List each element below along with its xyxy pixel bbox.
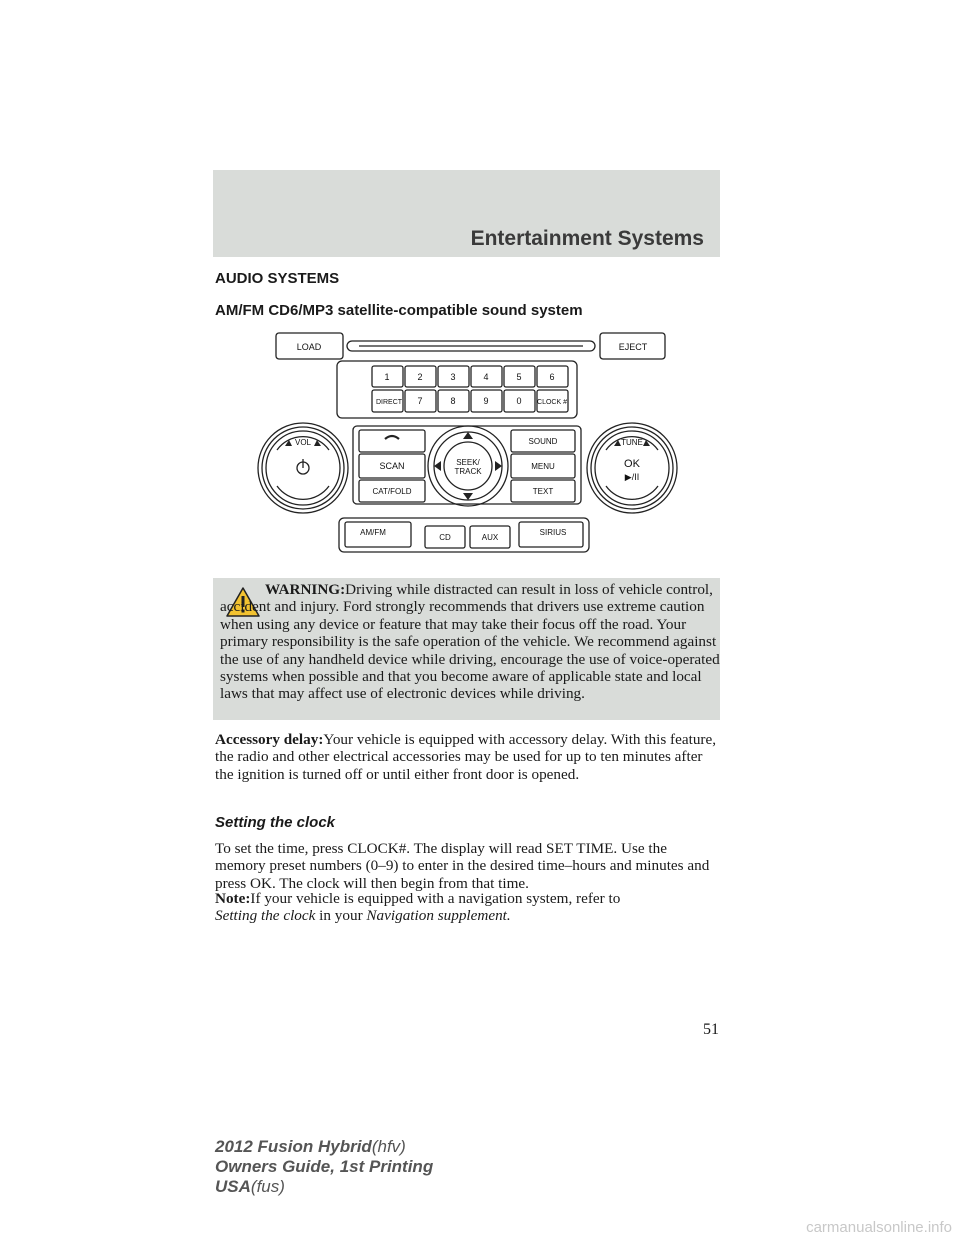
play-pause-label: ▶/II [624,472,640,482]
vol-label: VOL [294,438,312,447]
footer-model: 2012 Fusion Hybrid [215,1137,372,1156]
eject-label: EJECT [618,342,648,352]
load-label: LOAD [296,342,322,352]
sirius-label: SIRIUS [539,528,567,537]
catfold-label: CAT/FOLD [372,487,412,496]
preset-4: 4 [483,372,489,382]
radio-faceplate-illustration [255,328,685,558]
preset-5: 5 [516,372,522,382]
preset-8: 8 [450,396,456,406]
footer-guide: Owners Guide, 1st Printing [215,1157,434,1176]
direct-label: DIRECT [375,399,403,406]
preset-0: 0 [516,396,522,406]
accessory-label: Accessory delay: [215,731,324,748]
clock-heading: Setting the clock [215,814,336,831]
aux-label: AUX [481,533,499,542]
note-paragraph [215,890,720,925]
note-text-2: in your [319,907,363,925]
footer [215,1137,433,1197]
watermark: carmanualsonline.info [806,1219,952,1236]
header-band [213,170,720,257]
preset-7: 7 [417,396,423,406]
phone-icon [385,436,399,439]
warning-body: Driving while distracted can result in loss of vehicle control, accident and injury. Ford strongly recommends that drivers use extreme caution when using any device or feature that may take their focus off the road. Your primary responsibility is the safe operation of the vehicle. We recommend against the use of any handheld device while driving, encourage the use of voice-operated systems when possible and that you become aware of applicable state and local laws that may affect use of electronic devices while driving. [220,581,720,703]
preset-2: 2 [417,372,423,382]
scan-label: SCAN [379,461,405,471]
radio-faceplate-svg [255,328,685,558]
preset-1: 1 [384,372,390,382]
footer-model-code: (hfv) [371,1137,406,1156]
preset-6: 6 [549,372,555,382]
volume-knob [258,423,348,513]
tune-label: TUNE [621,438,643,447]
page-number: 51 [703,1021,719,1038]
footer-market: USA [215,1177,251,1196]
note-label: Note: [215,890,251,907]
seek-label-1: SEEK/ [456,458,480,467]
menu-label: MENU [531,462,555,471]
header-title: Entertainment Systems [470,227,704,250]
accessory-body: Your vehicle is equipped with accessory delay. With this feature, the radio and other electrical accessories may be used for up to ten minutes after the ignition is turned off or until either front door is opened. [215,731,717,783]
footer-market-code: (fus) [250,1177,285,1196]
preset-9: 9 [483,396,489,406]
note-ref-1: Setting the clock [215,907,316,925]
note-text-1: If your vehicle is equipped with a navigation system, refer to [250,890,621,907]
sound-label: SOUND [528,437,558,446]
preset-3: 3 [450,372,456,382]
warning-label: WARNING: [265,581,346,598]
cd-label: CD [439,533,451,542]
section-subtitle: AM/FM CD6/MP3 satellite-compatible sound system [215,302,583,319]
warning-text [220,581,720,703]
seek-label-2: TRACK [454,467,482,476]
note-ref-2: Navigation supplement. [366,907,511,925]
clock-label: CLOCK # [537,399,567,406]
ok-label: OK [624,458,640,470]
accessory-paragraph [215,731,720,783]
text-label: TEXT [532,487,554,496]
amfm-label: AM/FM [360,528,386,537]
clock-paragraph: To set the time, press CLOCK#. The display will read SET TIME. Use the memory preset numbers (0–9) to enter in the desired time–hours and minutes and press OK. The clock will then begin from that time. [215,840,710,892]
preset-top-row [372,366,568,387]
phone-button [359,430,425,452]
section-title: AUDIO SYSTEMS [215,270,340,287]
warning-box [213,578,720,720]
